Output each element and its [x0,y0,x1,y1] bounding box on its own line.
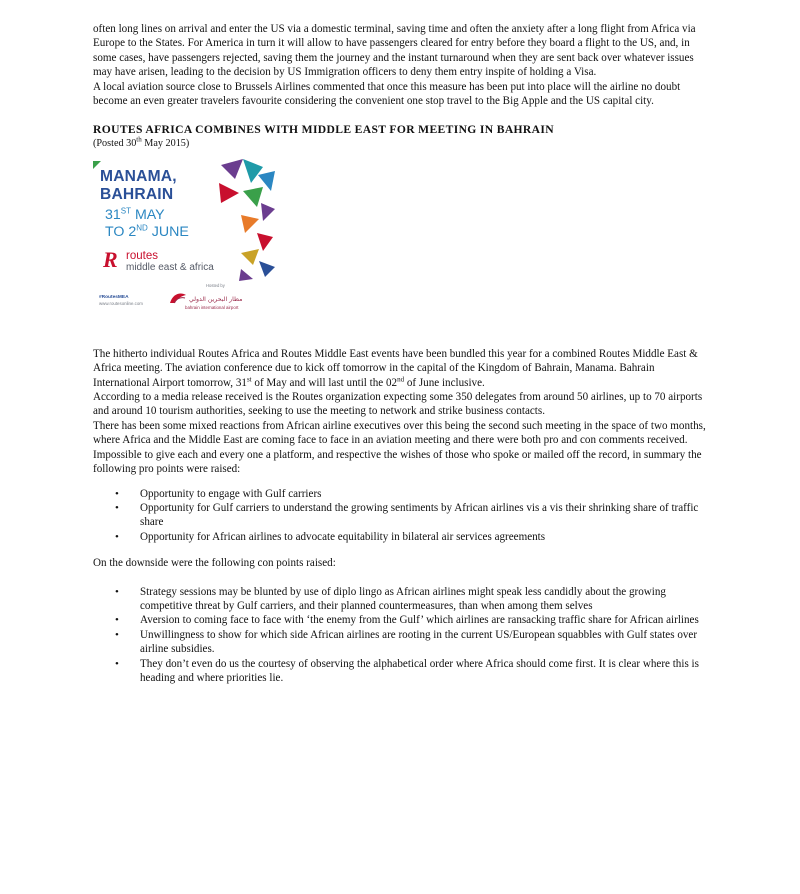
intro-paragraph: often long lines on arrival and enter the US via a domestic terminal, saving time and often the anxiety after a long flight from Africa via Europe to the States. For America in turn it will allow to have passengers cleared for entry before they board a flight to the US, and, in some cases, have passengers rejected, saving them the journey and the instant turnaround when they are sent back over whatever issues may have arisen, leading to the decision by US Immigration officers to deny them entry inspite of holding a Visa. [93,23,696,79]
banner-website: www.routesonline.com [99,300,143,306]
list-item: • Opportunity for African airlines to advocate equitability in bilateral air services agreements [93,530,711,544]
routes-logo-icon: R [103,246,118,272]
body-paragraph: There has been some mixed reactions from African airline executives over this being the second such meeting in the space of two months, where Africa and the Middle East are coming face to face in an aviation meeting and there were both pro and con comments received. [93,419,706,447]
airport-name-english: bahrain international airport [185,304,239,310]
banner-hashtag: #RoutesMEA [99,294,129,300]
body-paragraph: The hitherto individual Routes Africa and Routes Middle East events have been bundled this year for a combined Routes Middle East & Africa meeting. The aviation conference due to kick off tomorrow in the capital of the Kingdom of Bahrain, Manama. Bahrain International Airport tomorrow, 31st of May and will last until the 02nd of June inclusive. [93,347,698,389]
list-item: • Strategy sessions may be blunted by use of diplo lingo as African airlines might speak less candidly about the growing competitive threat by Gulf carriers, and their planned countermeasures, than when among them selves [93,585,711,614]
body-paragraph: According to a media release received is the Routes organization expecting some 350 delegates from around 50 airlines, up to 70 airports and around 10 tourism authorities, seeking to use the meeting to network and strike business contacts. [93,391,703,418]
con-intro: On the downside were the following con points raised: [93,557,336,570]
banner-dates: 31ST MAY TO 2ND JUNE [105,206,189,240]
con-points-list [93,585,711,686]
routes-brand: routes [126,249,158,262]
list-item: • Opportunity to engage with Gulf carriers [93,487,711,501]
airport-name-arabic: مطار البحرين الدولي [189,295,243,303]
document-page [93,22,711,685]
body-paragraph: Impossible to give each and every one a platform, and respective the wishes of those who spoke or mailed off the record, in summary the following pro points were raised: [93,448,702,476]
list-item: • They don’t even do us the courtesy of observing the alphabetical order where Africa should come first. It is clear where this is heading and where priorities lie. [93,657,711,686]
banner-city: MANAMA, BAHRAIN [100,167,177,203]
hosted-by-label: Hosted by [206,282,225,288]
routes-brand-sub: middle east & africa [126,261,214,273]
article-title: ROUTES AFRICA COMBINES WITH MIDDLE EAST FOR MEETING IN BAHRAIN [93,123,554,137]
event-banner [93,157,278,317]
posted-date: (Posted 30th May 2015) [93,135,190,149]
intro-paragraph: A local aviation source close to Brussels Airlines commented that once this measure has been put into place will the airline no doubt become an even greater travelers favourite considering the convenient one stop travel to the Big Apple and the US capital city. [93,80,681,108]
list-item: • Aversion to coming face to face with ‘the enemy from the Gulf’ which airlines are ransacking traffic share for African airlines [93,613,711,627]
list-item: • Unwillingness to show for which side African airlines are rooting in the current US/European squabbles with Gulf states over airline subsidies. [93,628,711,657]
pro-points-list [93,487,711,545]
list-item: • Opportunity for Gulf carriers to understand the growing sentiments by African airlines vis a vis their shrinking share of traffic share [93,501,711,530]
